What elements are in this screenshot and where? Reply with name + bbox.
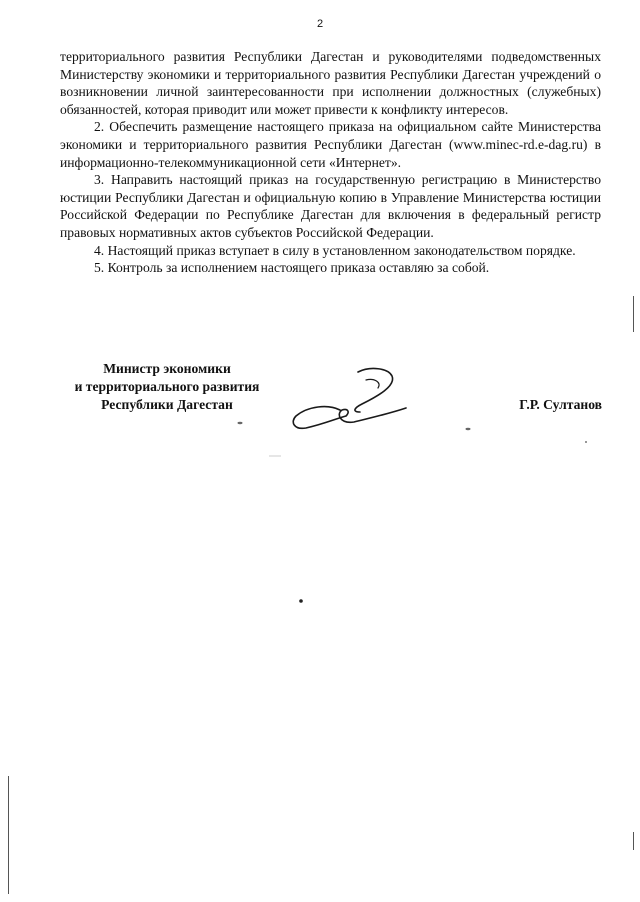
paragraph-item-5: 5. Контроль за исполнением настоящего приказа оставляю за собой. (94, 260, 490, 276)
document-body (60, 48, 601, 277)
scan-speck-3 (584, 440, 588, 444)
scan-speck-4 (298, 598, 304, 604)
signature-stroke-main (293, 407, 406, 429)
signatory-title-line-1: Министр экономики (103, 361, 231, 376)
handwritten-signature (288, 360, 418, 440)
paragraph-item-2: 2. Обеспечить размещение настоящего приказа на официальном сайте Министерства экономики и территориального развития Республики Дагестан (www.minec-rd.e-dag.ru) в информационно-телекоммуникационной сети «Интернет». (60, 119, 601, 170)
scan-speck-1 (236, 420, 244, 426)
paragraph-item-3: 3. Направить настоящий приказ на государственную регистрацию в Министерство юстиции Республики Дагестан и официальную копию в Управление Министерства юстиции Российской Федерации по Республике Дагестан для включения в федеральный регистр правовых нормативных актов субъектов Российской Федерации. (60, 172, 601, 240)
paragraph-continuation: территориального развития Республики Дагестан и руководителями подведомственных Министерству экономики и территориального развития Республики Дагестан учреждений о возникновении личной заинтересованности при исполнении должностных (служебных) обязанностей, которая приводит или может привести к конфликту интересов. (60, 49, 601, 117)
signatory-title-line-2: и территориального развития (74, 379, 260, 394)
page-number: 2 (316, 18, 324, 30)
signatory-title-line-3: Республики Дагестан (101, 397, 233, 412)
scan-edge-right-2 (633, 832, 634, 850)
scan-edge-right-1 (633, 296, 634, 332)
signatory-title (56, 360, 278, 414)
scan-speck-5 (268, 454, 282, 458)
paragraph-item-4: 4. Настоящий приказ вступает в силу в установленном законодательством порядке. (94, 242, 576, 258)
signature-stroke-flick (366, 379, 379, 388)
scan-speck-2 (464, 426, 472, 432)
signature-stroke-loop (355, 369, 393, 412)
scan-edge-left (8, 776, 9, 894)
signatory-name: Г.Р. Султанов (519, 397, 602, 412)
